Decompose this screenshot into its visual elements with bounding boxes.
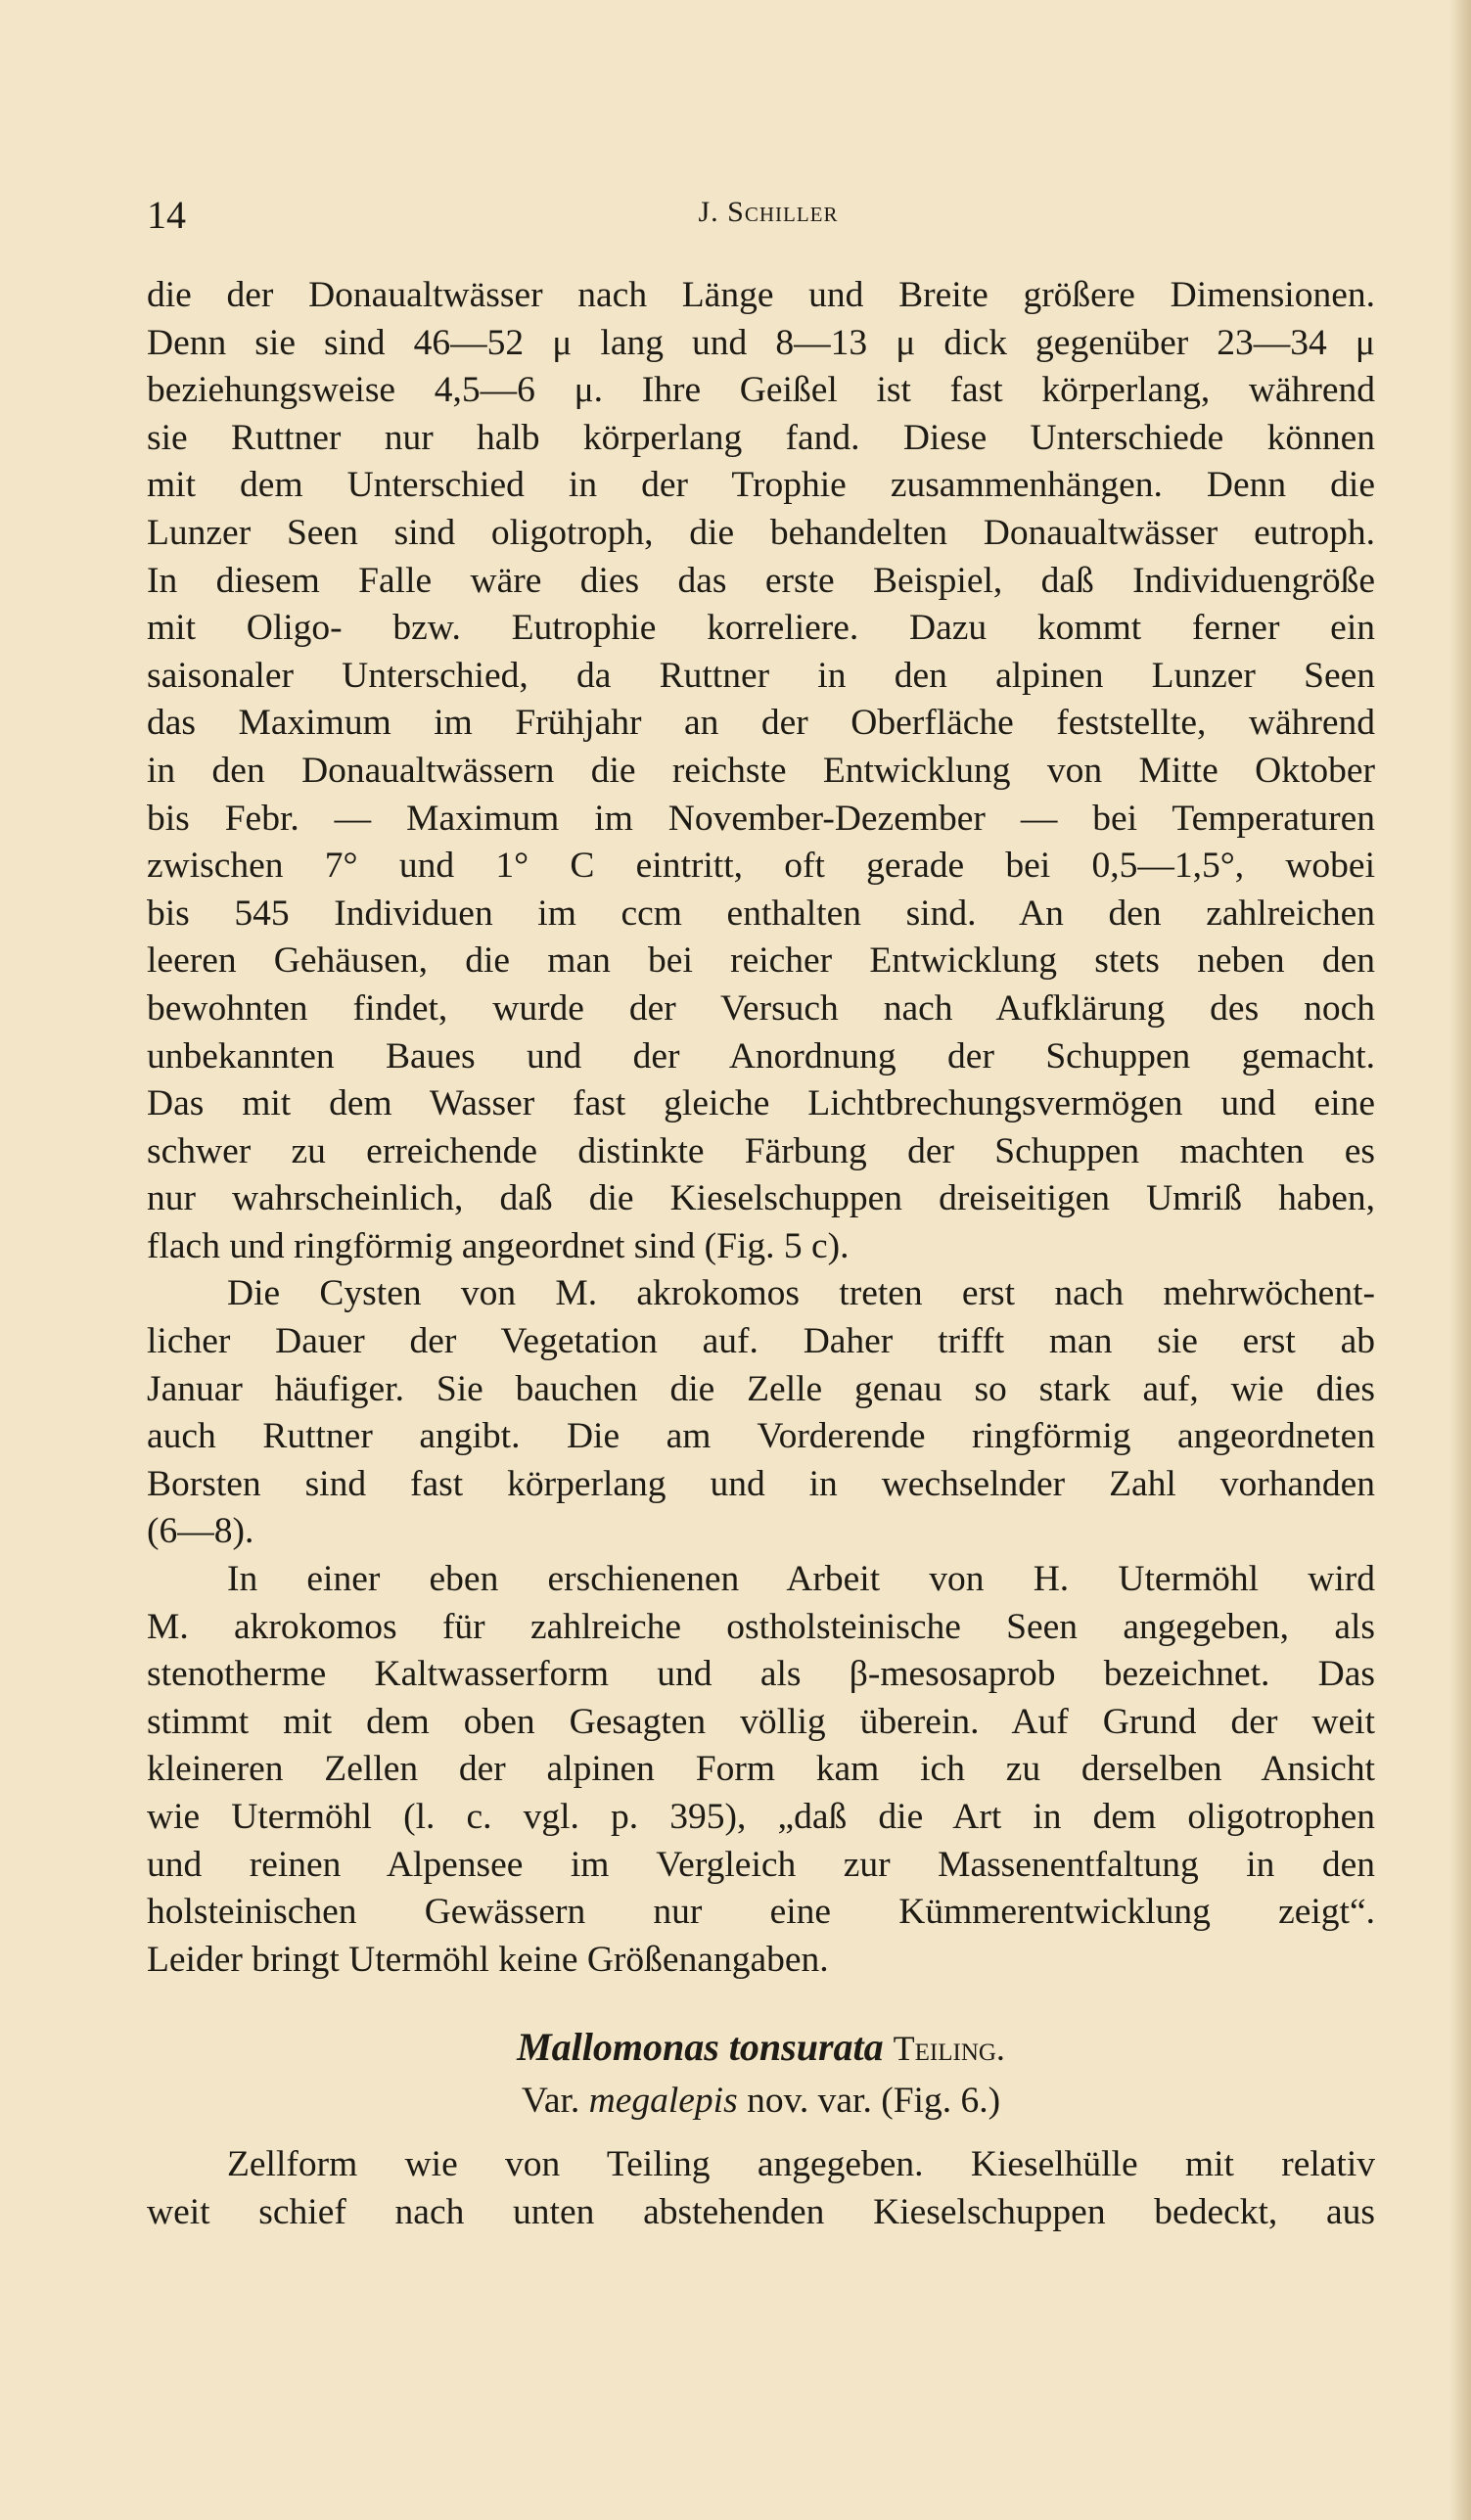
text-line: schwer zu erreichende distinkte Färbung der Schuppen machten es [147,1130,1375,1171]
text-line: bis 545 Individuen im ccm enthalten sind. An den zahlreichen [147,893,1375,934]
text-line: Denn sie sind 46—52 μ lang und 8—13 μ dick gegenüber 23—34 μ [147,322,1375,363]
text-line: flach und ringförmig angeordnet sind (Fig. 5 c). [147,1225,850,1266]
text-line: Zellform wie von Teiling angegeben. Kieselhülle mit relativ [227,2144,1375,2184]
text-line: die der Donaualtwässer nach Länge und Breite größere Dimensionen. [147,275,1375,315]
page-header [147,192,1390,251]
page-edge-shading [1449,0,1471,2520]
text-line: Das mit dem Wasser fast gleiche Lichtbrechungsvermögen und eine [147,1083,1375,1124]
text-line: wie Utermöhl (l. c. vgl. p. 395), „daß die Art in dem oligotrophen [147,1797,1375,1837]
text-line: stenotherme Kaltwasserform und als β-mesosaprob bezeichnet. Das [147,1654,1375,1695]
text-line: beziehungsweise 4,5—6 μ. Ihre Geißel ist fast körperlang, während [147,370,1375,411]
paragraph-3 [147,1556,1375,1984]
text-line: stimmt mit dem oben Gesagten völlig überein. Auf Grund der weit [147,1701,1375,1742]
text-line: und reinen Alpensee im Vergleich zur Massenentfaltung in den [147,1844,1375,1885]
variety-suffix: nov. var. (Fig. 6.) [747,2081,1001,2121]
variety-heading [147,2080,1375,2122]
species-name: Mallomonas tonsurata [517,2025,884,2069]
text-line: in den Donaualtwässern die reichste Entwicklung von Mitte Oktober [147,750,1375,791]
paragraph-2 [147,1270,1375,1556]
text-line: M. akrokomos für zahlreiche ostholsteinische Seen angegeben, als [147,1606,1375,1647]
page-number: 14 [147,193,186,237]
text-line: zwischen 7° und 1° C eintritt, oft gerade bei 0,5—1,5°, wobei [147,846,1375,887]
text-line: In diesem Falle wäre dies das erste Beispiel, daß Individuengröße [147,560,1375,601]
text-line: das Maximum im Frühjahr an der Oberfläche feststellte, während [147,703,1375,744]
text-line: saisonaler Unterschied, da Ruttner in den alpinen Lunzer Seen [147,655,1375,696]
text-line: Die Cysten von M. akrokomos treten erst nach mehrwöchent- [227,1273,1375,1314]
text-line: Januar häufiger. Sie bauchen die Zelle genau so stark auf, wie dies [147,1368,1375,1409]
species-author: Teiling. [893,2029,1005,2068]
text-line: holsteinischen Gewässern nur eine Kümmerentwicklung zeigt“. [147,1892,1375,1933]
text-line: nur wahrscheinlich, daß die Kieselschuppen dreiseitigen Umriß haben, [147,1178,1375,1219]
text-line: unbekannten Baues und der Anordnung der Schuppen gemacht. [147,1035,1375,1077]
variety-prefix: Var. [521,2081,580,2121]
text-line: leeren Gehäusen, die man bei reicher Entwicklung stets neben den [147,940,1375,982]
running-head: J. Schiller [698,196,839,228]
variety-name: megalepis [588,2081,738,2121]
text-line: mit dem Unterschied in der Trophie zusammenhängen. Denn die [147,465,1375,506]
text-line: Leider bringt Utermöhl keine Größenangaben. [147,1939,829,1980]
text-line: mit Oligo- bzw. Eutrophie korreliere. Dazu kommt ferner ein [147,608,1375,649]
text-line: Lunzer Seen sind oligotroph, die behandelten Donaualtwässer eutroph. [147,512,1375,553]
text-line: auch Ruttner angibt. Die am Vorderende ringförmig angeordneten [147,1416,1375,1457]
body-text-continued [147,2141,1375,2236]
text-line: Borsten sind fast körperlang und in wechselnder Zahl vorhanden [147,1463,1375,1504]
paragraph-1 [147,272,1375,1270]
text-line: bis Febr. — Maximum im November-Dezember — bei Temperaturen [147,798,1375,839]
text-line: kleineren Zellen der alpinen Form kam ich zu derselben Ansicht [147,1749,1375,1790]
text-line: sie Ruttner nur halb körperlang fand. Diese Unterschiede können [147,417,1375,458]
text-line: (6—8). [147,1511,254,1552]
text-line: bewohnten findet, wurde der Versuch nach Aufklärung des noch [147,987,1375,1029]
text-line: weit schief nach unten abstehenden Kieselschuppen bedeckt, aus [147,2191,1375,2232]
body-text [147,272,1375,1984]
species-heading [147,2024,1375,2070]
text-line: In einer eben erschienenen Arbeit von H. Utermöhl wird [227,1559,1375,1600]
paragraph-4 [147,2141,1375,2236]
text-line: licher Dauer der Vegetation auf. Daher trifft man sie erst ab [147,1321,1375,1362]
